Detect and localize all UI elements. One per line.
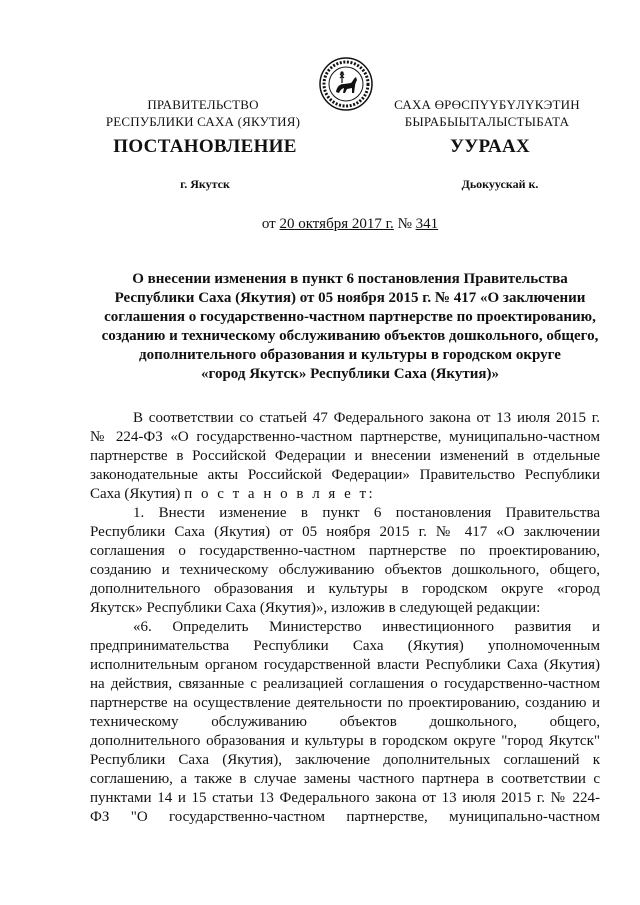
body-line: соглашению, а также в случае замены частного партнера в соответствии с: [90, 771, 600, 787]
subject-line: созданию и техническому обслуживанию объектов дошкольного, общего,: [101, 328, 599, 344]
body-line: партнерстве в Российской Федерации и внесении изменений в отдельные: [90, 448, 600, 464]
body-line: Якутск» Республики Саха (Якутия)», изложив в следующей редакции:: [90, 600, 541, 616]
document-type-sakha: УУРААХ: [449, 136, 531, 157]
body-line: № 224-ФЗ «О государственно-частном партнерстве, муниципально-частном: [90, 429, 600, 445]
body-line-start: Саха (Якутия): [90, 486, 181, 502]
body-line: 1. Внести изменение в пункт 6 постановления Правительства: [133, 505, 600, 521]
body-line: законодательные акты Российской Федерации» Правительство Республики: [90, 467, 600, 483]
body-line: исполнительным органом государственной власти Республики Саха (Якутия): [90, 657, 600, 673]
date-number-line: [220, 216, 480, 233]
subject-line: дополнительного образования и культуры в городском округе: [139, 347, 561, 363]
header-left: [88, 96, 318, 130]
header-right-line1: САХА ӨРӨСПҮҮБҮЛҮКЭТИН: [394, 97, 580, 112]
header-left-line2: РЕСПУБЛИКИ САХА (ЯКУТИЯ): [105, 114, 301, 129]
document-subject: [80, 270, 620, 384]
body-line: дополнительного образования и культуры в городском округе "город Якутск": [90, 733, 600, 749]
date-prefix: от: [261, 216, 280, 232]
body-line: ФЗ "О государственно-частном партнерстве, муниципально-частном: [90, 809, 600, 825]
subject-line: «город Якутск» Республики Саха (Якутия)»: [201, 366, 499, 382]
document-date: 20 октября 2017 г.: [279, 216, 394, 232]
body-line: дополнительного образования и культуры в городском округе «город: [90, 581, 600, 597]
body-line: Республики Саха (Якутия) от 05 ноября 2015 г. № 417 «О заключении: [90, 524, 600, 540]
document-type-ru: ПОСТАНОВЛЕНИЕ: [113, 136, 297, 157]
number-prefix: №: [393, 216, 416, 232]
body-line: В соответствии со статьей 47 Федерального закона от 13 июля 2015 г.: [133, 410, 600, 426]
body-line: партнерстве на осуществление деятельности по проектированию, созданию и: [90, 695, 600, 711]
header-left-line1: ПРАВИТЕЛЬСТВО: [147, 97, 259, 112]
city-sakha: Дьокуускай к.: [461, 177, 539, 191]
body-line: техническому обслуживанию объектов дошкольного, общего,: [90, 714, 600, 730]
body-line: созданию и техническому обслуживанию объектов дошкольного, общего,: [90, 562, 600, 578]
header-right-line2: БЫРАБЫЫТАЛЫСТЫБАТА: [404, 114, 570, 129]
body-line: соглашения о государственно-частном партнерстве по проектированию,: [90, 543, 600, 559]
body-line: «6. Определить Министерство инвестиционного развития и: [133, 619, 600, 635]
subject-line: соглашения о государственно-частном партнерстве по проектированию,: [104, 309, 596, 325]
body-line: [90, 485, 600, 504]
city-ru: г. Якутск: [180, 177, 230, 191]
subject-line: О внесении изменения в пункт 6 постановления Правительства: [132, 271, 568, 287]
header-right: [372, 96, 602, 130]
subject-line: Республики Саха (Якутия) от 05 ноября 2015 г. № 417 «О заключении: [114, 290, 586, 306]
document-body: [90, 409, 600, 827]
body-line: пунктами 14 и 15 статьи 13 Федерального закона от 13 июля 2015 г. № 224-: [90, 790, 600, 806]
body-line: Республики Саха (Якутия), заключение дополнительных соглашений к: [90, 752, 600, 768]
resolves-word: п о с т а н о в л я е т:: [184, 486, 376, 502]
republic-emblem-icon: [318, 56, 374, 112]
body-line: предпринимательства Республики Саха (Якутия) уполномоченным: [90, 638, 600, 654]
body-line: на действия, связанные с реализацией соглашения о государственно-частном: [90, 676, 600, 692]
document-number: 341: [415, 216, 439, 232]
